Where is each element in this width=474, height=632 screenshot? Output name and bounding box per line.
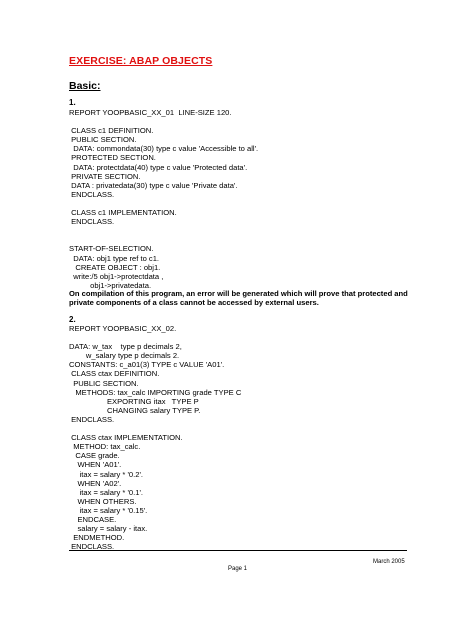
exercise-2-code: REPORT YOOPBASIC_XX_02. DATA: w_tax type p decimals 2, w_salary type p decimals 2. CONSTANTS: c_a01(3) TYPE c VALUE 'A01'. CLASS ctax DEFINITION. PUBLIC SECTION. METHODS: tax_calc IMPORTING grade TYPE C EXPORTING itax TYPE P CHANGING salary TYPE P. ENDCLASS. CLASS ctax IMPLEMENTATION. METHOD: tax_calc. CASE grade. WHEN 'A01'. itax = salary * '0.2'. WHEN 'A02'. itax = salary * '0.1'. WHEN OTHERS. itax = salary * '0.15'. ENDCASE. salary = salary - itax. ENDMETHOD. ENDCLASS.: [69, 324, 242, 552]
document-title: EXERCISE: ABAP OBJECTS: [69, 55, 213, 67]
page-number: Page 1: [228, 566, 248, 572]
exercise-1-number: 1.: [69, 98, 76, 107]
exercise-2-number: 2.: [69, 315, 76, 324]
footer-divider: [69, 550, 407, 551]
exercise-1-code: REPORT YOOPBASIC_XX_01 LINE-SIZE 120. CLASS c1 DEFINITION. PUBLIC SECTION. DATA: commondata(30) type c value 'Accessible to all'. PROTECTED SECTION. DATA: protectdata(40) type c value 'Protected data'. PRIVATE SECTION. DATA : privatedata(30) type c value 'Private data'. ENDCLASS. CLASS c1 IMPLEMENTATION. ENDCLASS. START-OF-SELECTION. DATA: obj1 type ref to c1. CREATE OBJECT : obj1. write:/5 obj1->protectdata , obj1->privatedata.: [69, 108, 259, 290]
footer-date: March 2005: [373, 559, 405, 565]
section-heading: Basic:: [69, 80, 101, 92]
exercise-1-note: On compilation of this program, an error will be generated which will prove that protected and private components of a class cannot be accessed by external users.: [69, 289, 408, 308]
